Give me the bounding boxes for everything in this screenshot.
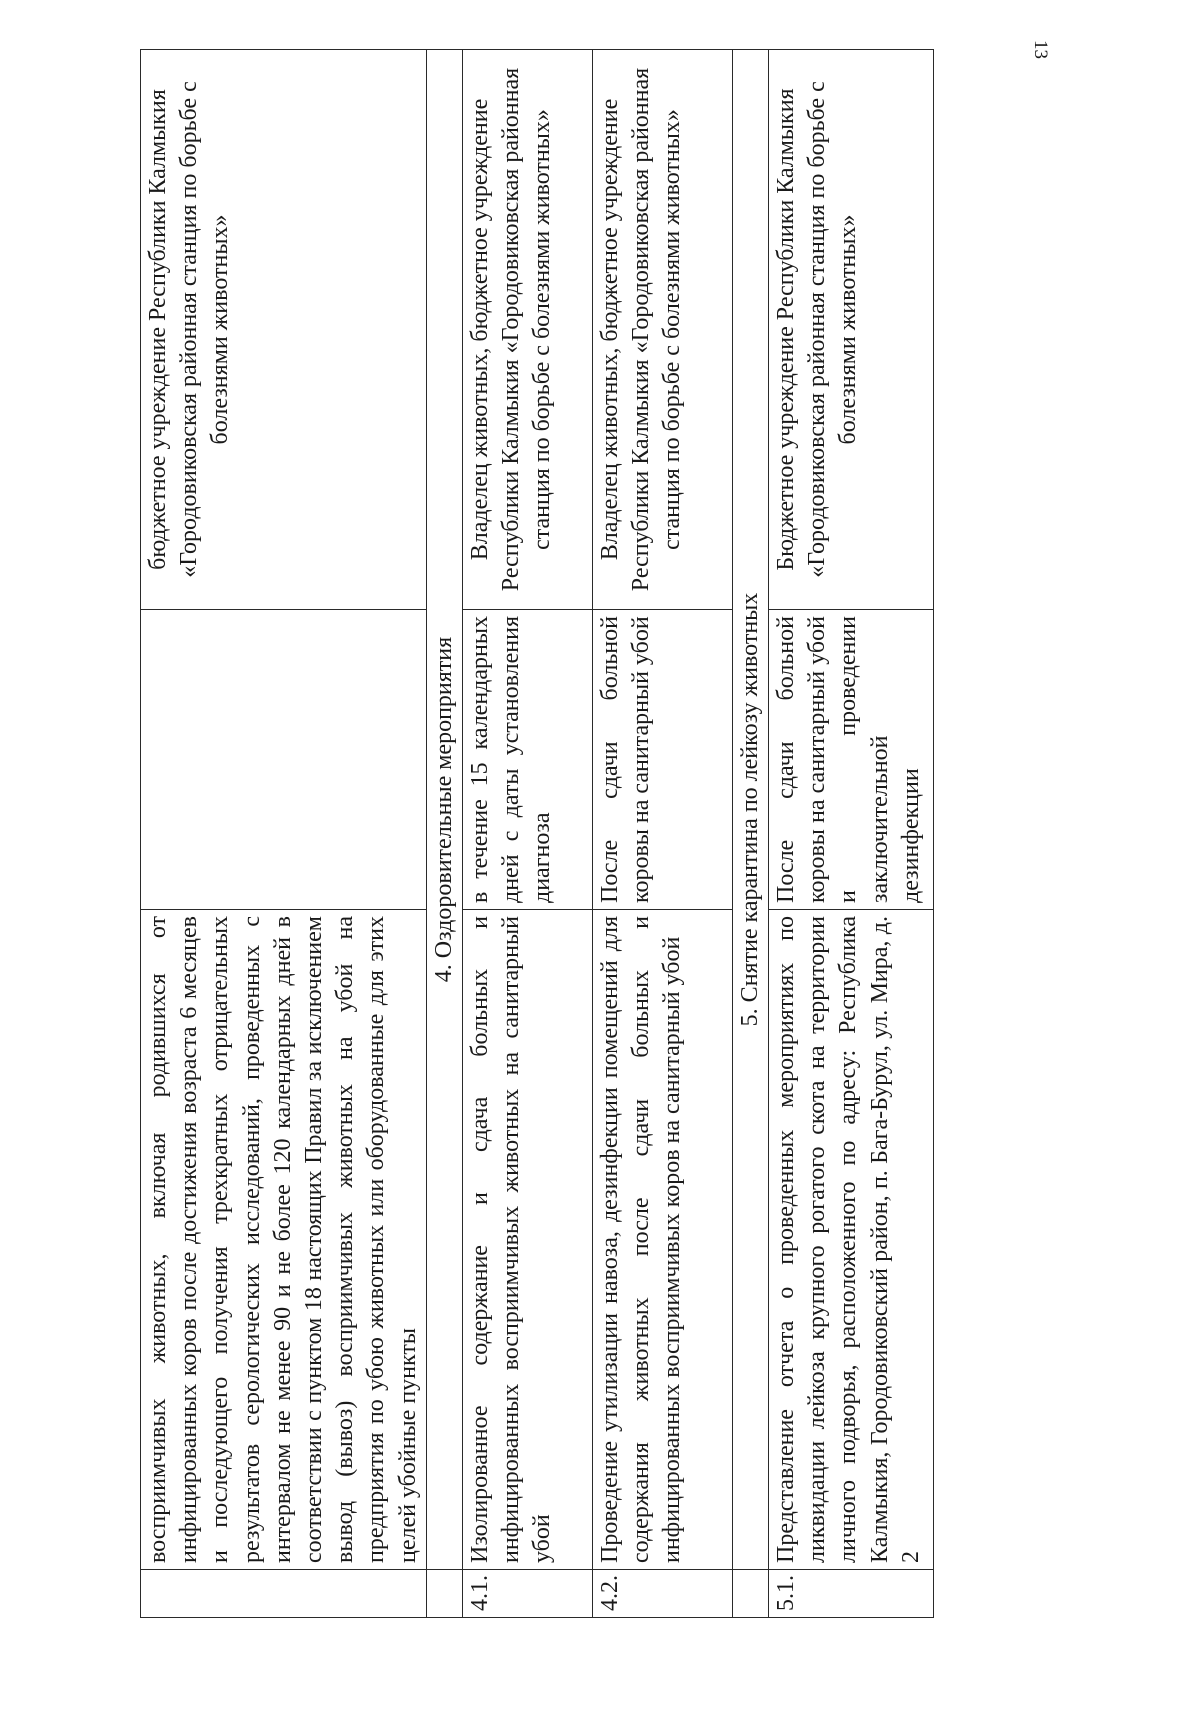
table-row bbox=[141, 50, 427, 1618]
section-4-title: 4. Оздоровительные мероприятия bbox=[426, 50, 462, 1570]
table-row bbox=[462, 50, 592, 1618]
table-row bbox=[592, 50, 732, 1618]
action-cell: восприимчивых животных, включая родившихся от инфицированных коров после достижения возраста 6 месяцев и последующего получения трехкратных отрицательных результатов серологических исследований, проведенных с интервалом не менее 90 и не более 120 календарных дней в соответствии с пунктом 18 настоящих Правил за исключением вывод (вывоз) восприимчивых животных на убой на предприятия по убою животных или оборудованные для этих целей убойные пункты bbox=[141, 910, 427, 1570]
row-number: 4.2. bbox=[592, 1570, 732, 1618]
action-cell: Проведение утилизации навоза, дезинфекции помещений для содержания животных после сдачи больных и инфицированных восприимчивых коров на санитарный убой bbox=[592, 910, 732, 1570]
row-number: 5.1. bbox=[769, 1570, 934, 1618]
row-number bbox=[141, 1570, 427, 1618]
term-cell: в течение 15 календарных дней с даты установления диагноза bbox=[462, 610, 592, 910]
section-header-row bbox=[732, 50, 768, 1618]
action-cell: Представление отчета о проведенных мероприятиях по ликвидации лейкоза крупного рогатого скота на территории личного подворья, расположенного по адресу: Республика Калмыкия, Городовиковский район, п. Бага-Бурул, ул. Мира, д. 2 bbox=[769, 910, 934, 1570]
responsible-cell: Бюджетное учреждение Республики Калмыкия «Городовиковская районная станция по борьбе с болезнями животных» bbox=[769, 50, 934, 610]
action-cell: Изолированное содержание и сдача больных и инфицированных восприимчивых животных на санитарный убой bbox=[462, 910, 592, 1570]
section-5-title: 5. Снятие карантина по лейкозу животных bbox=[732, 50, 768, 1570]
responsible-cell: Владелец животных, бюджетное учреждение Республики Калмыкия «Городовиковская районная станция по борьбе с болезнями животных» bbox=[462, 50, 592, 610]
rotated-document bbox=[140, 50, 1168, 1618]
responsible-cell: Владелец животных, бюджетное учреждение Республики Калмыкия «Городовиковская районная станция по борьбе с болезнями животных» bbox=[592, 50, 732, 610]
term-cell: После сдачи больной коровы на санитарный убой и проведении заключительной дезинфекции bbox=[769, 610, 934, 910]
term-cell: После сдачи больной коровы на санитарный убой bbox=[592, 610, 732, 910]
row-number: 4.1. bbox=[462, 1570, 592, 1618]
page-number: 13 bbox=[1030, 40, 1051, 59]
row-number bbox=[732, 1570, 768, 1618]
term-cell bbox=[141, 610, 427, 910]
responsible-cell: бюджетное учреждение Республики Калмыкия «Городовиковская районная станция по борьбе с болезнями животных» bbox=[141, 50, 427, 610]
table-row bbox=[769, 50, 934, 1618]
section-header-row bbox=[426, 50, 462, 1618]
row-number bbox=[426, 1570, 462, 1618]
measures-table bbox=[140, 49, 934, 1618]
